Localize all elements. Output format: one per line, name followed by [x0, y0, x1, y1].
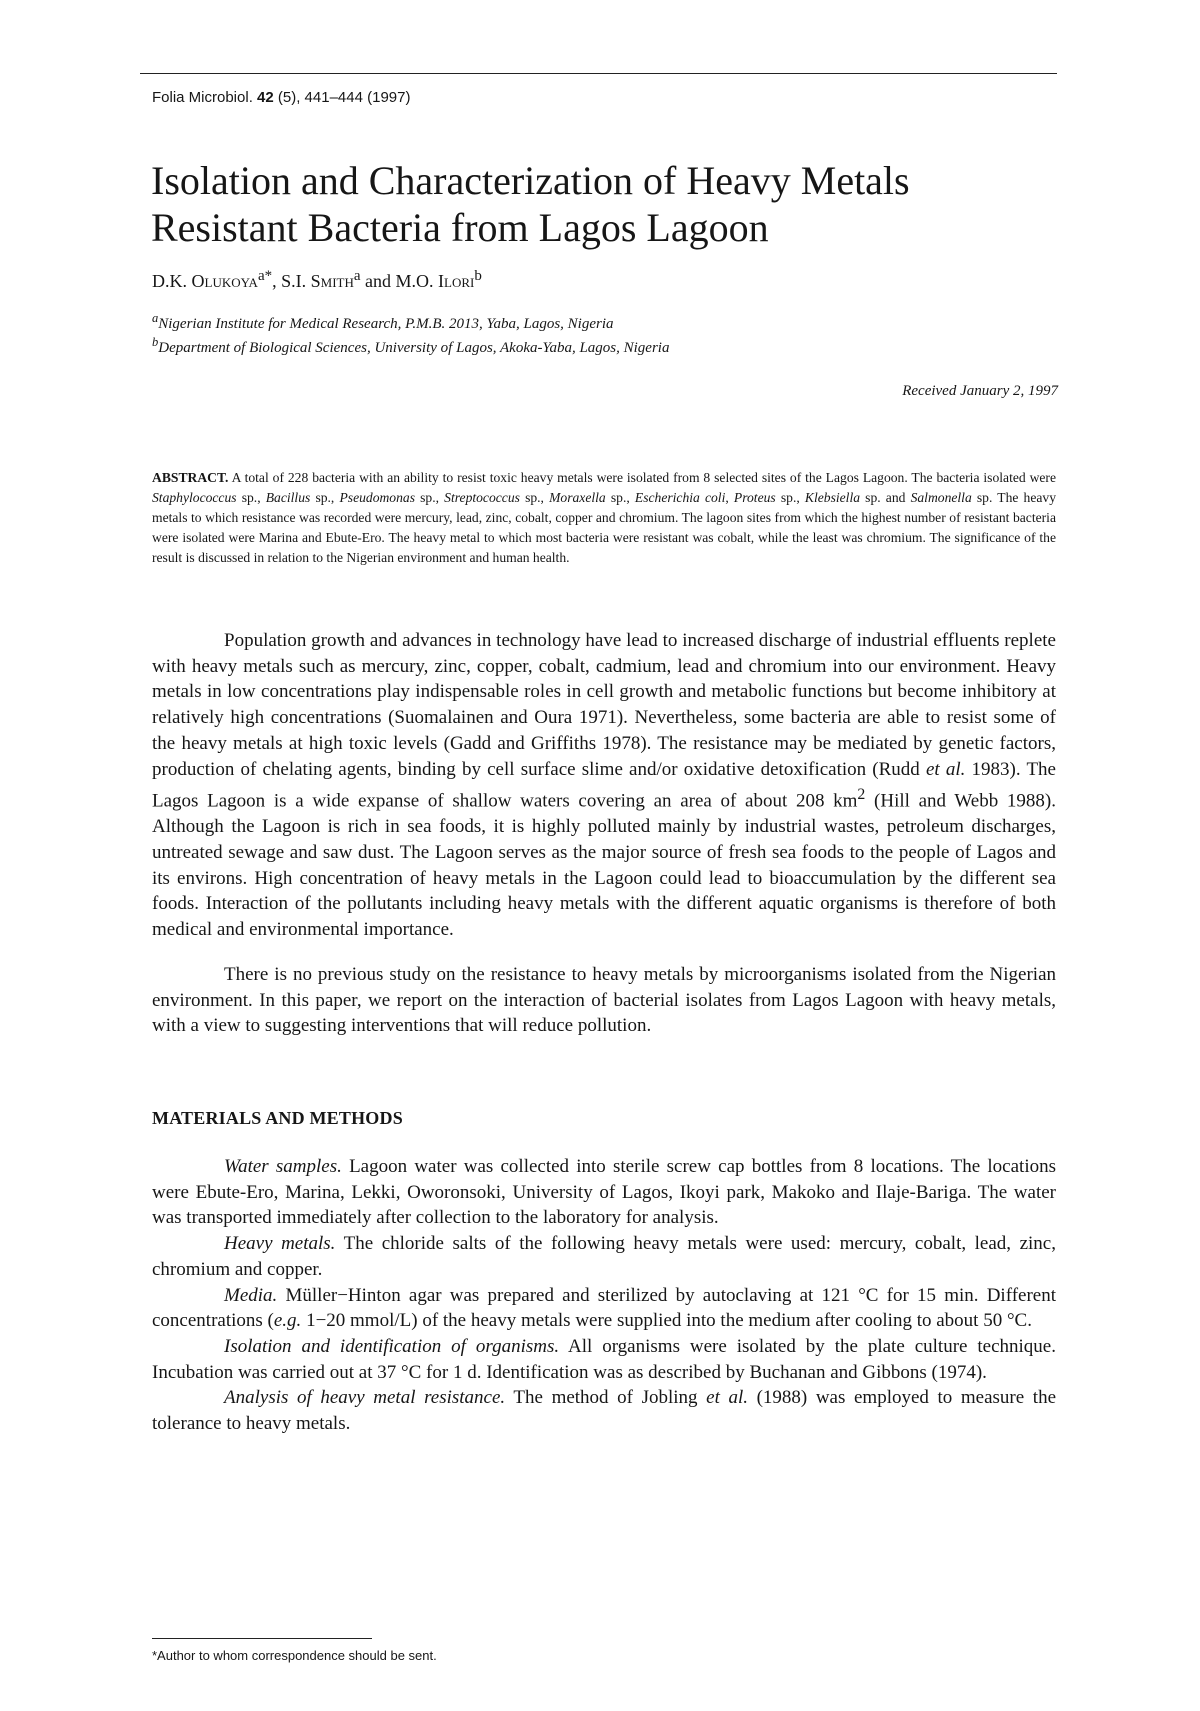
journal-volume: 42 [257, 89, 274, 106]
run-in-heading: Isolation and identification of organisms. [224, 1335, 560, 1357]
paper-title [151, 157, 1051, 251]
run-in-heading: Heavy metals. [224, 1233, 336, 1255]
author-3-affiliation-mark: b [474, 268, 482, 284]
author-1-affiliation-mark: a* [257, 268, 273, 284]
abstract-text: sp., [605, 490, 635, 505]
affiliation-a [152, 311, 614, 333]
intro-paragraph-2: There is no previous study on the resistance to heavy metals by microorganisms isolated from the Nigerian environment. In this paper, we report on the interaction of bacterial isolates from Lagos Lagoon with heavy metals, with a view to suggesting interventions that will reduce pollution. [152, 964, 1056, 1037]
superscript: 2 [857, 786, 866, 804]
intro-text: 1983). The Lagos Lagoon is a wide expanse of shallow waters covering an area of about 208 km [152, 758, 1056, 812]
affiliation-b-mark: b [152, 335, 159, 349]
section-heading-methods: MATERIALS AND METHODS [152, 1108, 403, 1128]
methods-water-samples [152, 1154, 1056, 1231]
et-al: et al. [706, 1387, 748, 1409]
intro-text: Population growth and advances in technology have lead to increased discharge of industrial effluents replete with heavy metals such as mercury, zinc, copper, cobalt, cadmium, lead and chromium into our environment. Heavy metals in low concentrations play indispensable roles in cell growth and metabolic functions but become inhibitory at relatively high concentrations (Suomalainen and Oura 1971). Nevertheless, some bacteria are able to resist some of the heavy metals at high toxic levels (Gadd and Griffiths 1978). The resistance may be mediated by genetic factors, production of chelating agents, binding by cell surface slime and/or oxidative detoxification (Rudd [152, 630, 1056, 780]
top-rule [140, 73, 1057, 74]
methods-text: Lagoon water was collected into sterile screw cap bottles from 8 locations. The locations were Ebute-Ero, Marina, Lekki, Oworonsoki, University of Lagos, Ikoyi park, Makoko and Ilaje-Bariga. The water was transported immediately after collection to the laboratory for analysis. [152, 1156, 1056, 1229]
footnote-rule [152, 1638, 372, 1639]
methods-isolation [152, 1334, 1056, 1385]
abstract-text: A total of 228 bacteria with an ability to resist toxic heavy metals were isolated from 8 selected sites of the Lagos Lagoon. The bacteria isolated were [228, 470, 1056, 485]
abstract-text: sp., [415, 490, 445, 505]
abstract-text: sp., [775, 490, 805, 505]
run-in-heading: Analysis of heavy metal resistance. [224, 1387, 506, 1409]
author-1-initials: D.K. [152, 271, 192, 291]
genus-name: Escherichia coli [634, 490, 726, 505]
journal-issue-pages: (5), 441–444 (1997) [273, 89, 411, 106]
affiliation-a-text: Nigerian Institute for Medical Research, P.M.B. 2013, Yaba, Lagos, Nigeria [158, 316, 614, 332]
journal-ref-name: Folia Microbiol. [152, 89, 258, 106]
genus-name: Staphylococcus [152, 490, 237, 505]
author-2-affiliation-mark: a [353, 268, 361, 284]
intro-paragraph-1 [152, 628, 1056, 943]
author-separator: and M.O. [360, 271, 439, 291]
genus-name: Proteus [733, 490, 776, 505]
received-date: Received January 2, 1997 [902, 383, 1058, 399]
genus-name: Klebsiella [804, 490, 861, 505]
abstract-text: sp. and [860, 490, 911, 505]
methods-text: All organisms were isolated by the plate culture technique. Incubation was carried out at 37 °C for 1 d. Identification was as described by Buchanan and Gibbons (1974). [152, 1335, 1056, 1383]
abstract [152, 468, 1056, 568]
methods-section [152, 1154, 1056, 1437]
footnote: *Author to whom correspondence should be sent. [152, 1648, 437, 1663]
affiliation-a-mark: a [152, 311, 159, 325]
genus-name: Pseudomonas [339, 490, 415, 505]
methods-media [152, 1283, 1056, 1334]
abstract-text: sp., [519, 490, 550, 505]
author-3-name: Ilori [438, 271, 475, 291]
genus-name: Salmonella [910, 490, 972, 505]
affiliation-b [152, 335, 669, 357]
methods-text: (1988) was employed to measure the tolerance to heavy metals. [152, 1387, 1056, 1435]
title-line-1: Isolation and Characterization of Heavy Metals [151, 158, 910, 203]
methods-text: The chloride salts of the following heavy metals were used: mercury, cobalt, lead, zinc, chromium and copper. [152, 1233, 1056, 1280]
et-al: et al. [925, 758, 966, 780]
intro-text: (Hill and Webb 1988). Although the Lagoon is rich in sea foods, it is highly polluted mainly by industrial wastes, petroleum discharges, untreated sewage and saw dust. The Lagoon serves as the major source of fresh sea foods to the people of Lagos and its environs. High concentration of heavy metals in the Lagoon could lead to bioaccumulation by the different sea foods. Interaction of the pollutants including heavy metals with the different aquatic organisms is therefore of both medical and environmental importance. [152, 790, 1056, 941]
author-1-name: Olukoya [191, 271, 258, 291]
genus-name: Bacillus [265, 490, 311, 505]
journal-reference [152, 89, 410, 106]
author-list [152, 268, 482, 292]
methods-text: Müller−Hinton agar was prepared and sterilized by autoclaving at 121 °C for 15 min. Different concentrations ( [152, 1284, 1056, 1332]
methods-text: The method of Jobling [505, 1387, 707, 1409]
abstract-label: ABSTRACT. [152, 470, 229, 485]
affiliation-b-text: Department of Biological Sciences, University of Lagos, Akoka-Yaba, Lagos, Nigeria [158, 340, 670, 356]
methods-analysis [152, 1385, 1056, 1436]
abstract-text: sp. The heavy metals to which resistance was recorded were mercury, lead, zinc, cobalt, copper and chromium. The lagoon sites from which the highest number of resistant bacteria were isolated were Marina and Ebute-Ero. The heavy metal to which most bacteria were resistant was cobalt, while the least was chromium. The significance of the result is discussed in relation to the Nigerian environment and human health. [152, 490, 1057, 565]
title-line-2: Resistant Bacteria from Lagos Lagoon [151, 205, 769, 250]
methods-heavy-metals [152, 1231, 1056, 1282]
abstract-text: sp., [310, 490, 340, 505]
author-separator: , S.I. [272, 271, 311, 291]
genus-name: Moraxella [549, 490, 606, 505]
abstract-text: , [725, 490, 734, 505]
methods-text: 1−20 mmol/L) of the heavy metals were supplied into the medium after cooling to about 50 °C. [301, 1310, 1032, 1332]
run-in-heading: Water samples. [224, 1156, 342, 1177]
genus-name: Streptococcus [444, 490, 520, 505]
abstract-text: sp., [236, 490, 266, 505]
author-2-name: Smith [310, 271, 354, 291]
eg-abbreviation: e.g. [273, 1310, 302, 1332]
run-in-heading: Media. [224, 1284, 278, 1306]
